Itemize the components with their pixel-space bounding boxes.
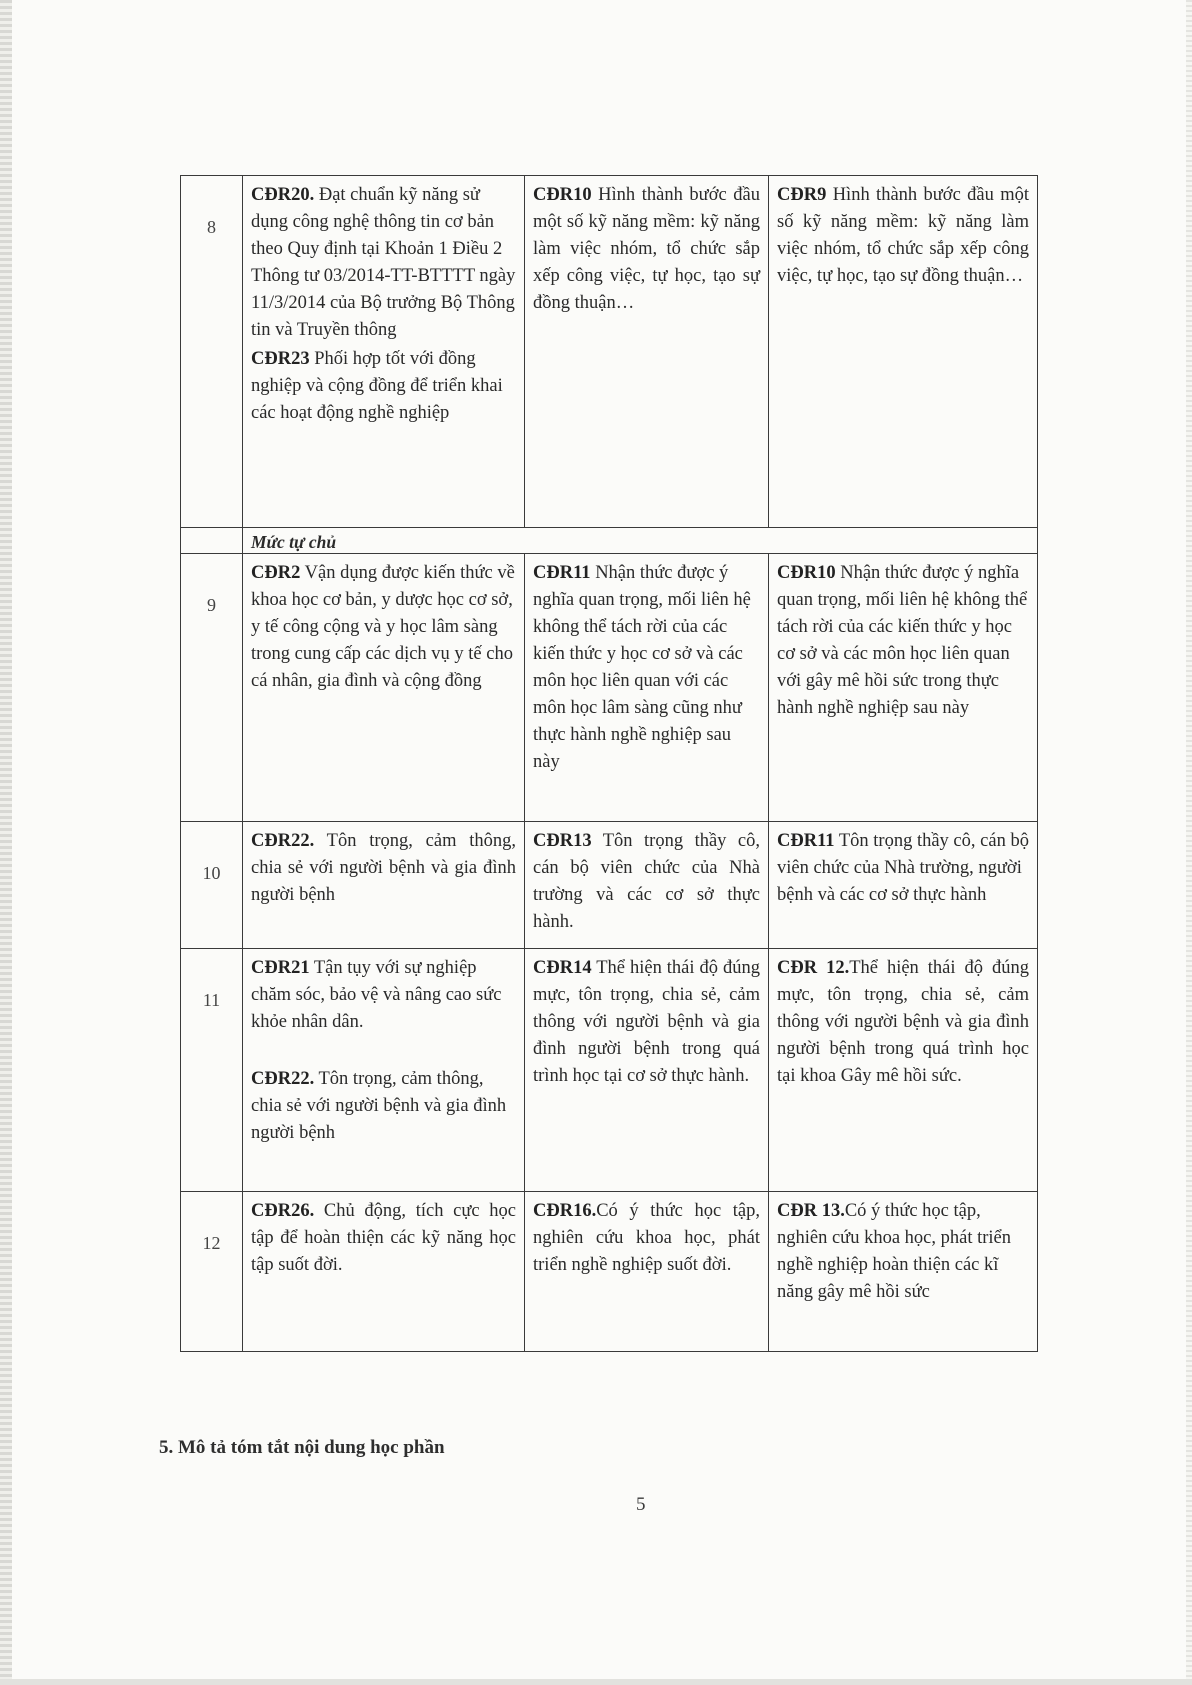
outcome-item — [533, 955, 760, 1090]
outcome-text: Vận dụng được kiến thức về khoa học cơ bản, y dược học cơ sở, y tế công cộng và y học lâm sàng trong cung cấp các dịch vụ y tế cho cá nhân, gia đình và cộng đồng — [251, 563, 515, 691]
outcome-text: Đạt chuẩn kỹ năng sử dụng công nghệ thông tin cơ bản theo Quy định tại Khoản 1 Điều 2 Thông tư 03/2014-TT-BTTTT ngày 11/3/2014 của Bộ trưởng Bộ Thông tin và Truyền thông — [251, 185, 516, 340]
outcome-text: Tôn trọng, cảm thông, chia sẻ với người bệnh và gia đình người bệnh — [251, 831, 516, 905]
outcome-text: Hình thành bước đầu một số kỹ năng mềm: kỹ năng làm việc nhóm, tổ chức sắp xếp công việc, tự học, tạo sự đồng thuận… — [533, 185, 760, 313]
module-outcome-cell — [525, 1192, 769, 1352]
outcome-item — [251, 955, 516, 1036]
outcome-item — [533, 828, 760, 936]
outcome-code: CĐR2 — [251, 563, 301, 583]
outcome-item — [533, 560, 760, 776]
outcome-code: CĐR10 — [533, 185, 592, 205]
outcome-item — [251, 1066, 516, 1147]
section-heading: 5. Mô tả tóm tắt nội dung học phần — [159, 1437, 445, 1458]
course-outcome-cell — [769, 822, 1038, 949]
outcome-item — [777, 828, 1029, 909]
table-row — [181, 949, 1038, 1192]
table-row — [181, 822, 1038, 949]
program-outcome-cell — [243, 176, 525, 528]
outcome-text: Tận tụy với sự nghiệp chăm sóc, bảo vệ và nâng cao sức khỏe nhân dân. — [251, 958, 502, 1032]
outcome-code: CĐR26. — [251, 1201, 315, 1221]
row-number: 12 — [181, 1192, 243, 1352]
section-label: Mức tự chủ — [243, 528, 1038, 554]
outcome-item — [777, 560, 1029, 722]
table-row — [181, 176, 1038, 528]
table-row — [181, 554, 1038, 822]
outcome-text: Tôn trọng thầy cô, cán bộ viên chức của Nhà trường và các cơ sở thực hành. — [533, 831, 760, 932]
module-outcome-cell — [525, 554, 769, 822]
outcome-text: Thể hiện thái độ đúng mực, tôn trọng, chia sẻ, cảm thông với người bệnh và gia đình người bệnh trong quá trình học tại khoa Gây mê hồi sức. — [777, 958, 1029, 1086]
outcome-item — [251, 182, 516, 344]
section-number-cell — [181, 528, 243, 554]
outcome-code: CĐR22. — [251, 831, 315, 851]
outcome-code: CĐR11 — [533, 563, 591, 583]
row-number: 8 — [181, 176, 243, 528]
outcome-item — [251, 560, 516, 695]
outcome-code: CĐR9 — [777, 185, 827, 205]
module-outcome-cell — [525, 822, 769, 949]
outcome-text: Có ý thức học tập, nghiên cứu khoa học, phát triển nghề nghiệp hoàn thiện các kĩ năng gây mê hồi sức — [777, 1201, 1012, 1302]
outcome-text: Thể hiện thái độ đúng mực, tôn trọng, chia sẻ, cảm thông với người bệnh và gia đình người bệnh trong quá trình học tại cơ sở thực hành. — [533, 958, 760, 1086]
course-outcome-cell — [769, 554, 1038, 822]
outcome-item — [777, 955, 1029, 1090]
outcome-code: CĐR14 — [533, 958, 592, 978]
outcome-code: CĐR13 — [533, 831, 592, 851]
scan-edge-right — [1186, 0, 1192, 1685]
scan-edge-bottom — [0, 1679, 1192, 1685]
outcome-text: Tôn trọng, cảm thông, chia sẻ với người bệnh và gia đình người bệnh — [251, 1069, 507, 1143]
outcome-item — [533, 182, 760, 317]
course-outcome-cell — [769, 176, 1038, 528]
outcome-item — [251, 828, 516, 909]
outcome-code: CĐR11 — [777, 831, 835, 851]
program-outcome-cell — [243, 1192, 525, 1352]
outcome-text: Có ý thức học tập, nghiên cứu khoa học, phát triển nghề nghiệp suốt đời. — [533, 1201, 760, 1275]
outcomes-table — [180, 175, 1038, 1352]
outcome-text: Phối hợp tốt với đồng nghiệp và cộng đồng để triển khai các hoạt động nghề nghiệp — [251, 349, 503, 423]
row-number: 10 — [181, 822, 243, 949]
outcome-text: Tôn trọng thầy cô, cán bộ viên chức của Nhà trường, người bệnh và các cơ sở thực hành — [777, 831, 1029, 905]
outcome-text: Hình thành bước đầu một số kỹ năng mềm: kỹ năng làm việc nhóm, tổ chức sắp xếp công việc, tự học, tạo sự đồng thuận… — [777, 185, 1029, 286]
outcome-item — [251, 346, 516, 427]
course-outcome-cell — [769, 949, 1038, 1192]
outcome-item — [777, 182, 1029, 290]
outcome-code: CĐR 13. — [777, 1201, 845, 1221]
page-number: 5 — [636, 1494, 646, 1515]
outcome-code: CĐR20. — [251, 185, 315, 205]
outcome-code: CĐR16. — [533, 1201, 597, 1221]
outcome-code: CĐR22. — [251, 1069, 315, 1089]
table-row — [181, 1192, 1038, 1352]
outcome-item — [777, 1198, 1029, 1306]
outcome-item — [251, 1198, 516, 1279]
outcome-code: CĐR21 — [251, 958, 310, 978]
row-number: 9 — [181, 554, 243, 822]
section-row — [181, 528, 1038, 554]
row-number: 11 — [181, 949, 243, 1192]
outcome-code: CĐR 12. — [777, 958, 850, 978]
outcome-code: CĐR10 — [777, 563, 836, 583]
module-outcome-cell — [525, 176, 769, 528]
program-outcome-cell — [243, 554, 525, 822]
program-outcome-cell — [243, 822, 525, 949]
module-outcome-cell — [525, 949, 769, 1192]
program-outcome-cell — [243, 949, 525, 1192]
outcome-text: Nhận thức được ý nghĩa quan trọng, mối liên hệ không thể tách rời của các kiến thức y học cơ sở và các môn học liên quan với các môn học lâm sàng cũng như thực hành nghề nghiệp sau này — [533, 563, 751, 772]
scan-edge-left — [0, 0, 12, 1685]
outcome-text: Chủ động, tích cực học tập để hoàn thiện các kỹ năng học tập suốt đời. — [251, 1201, 516, 1275]
outcome-item — [533, 1198, 760, 1279]
outcome-text: Nhận thức được ý nghĩa quan trọng, mối liên hệ không thể tách rời của các kiến thức y học cơ sở và các môn học liên quan với gây mê hồi sức trong thực hành nghề nghiệp sau này — [777, 563, 1028, 718]
course-outcome-cell — [769, 1192, 1038, 1352]
outcome-code: CĐR23 — [251, 349, 310, 369]
